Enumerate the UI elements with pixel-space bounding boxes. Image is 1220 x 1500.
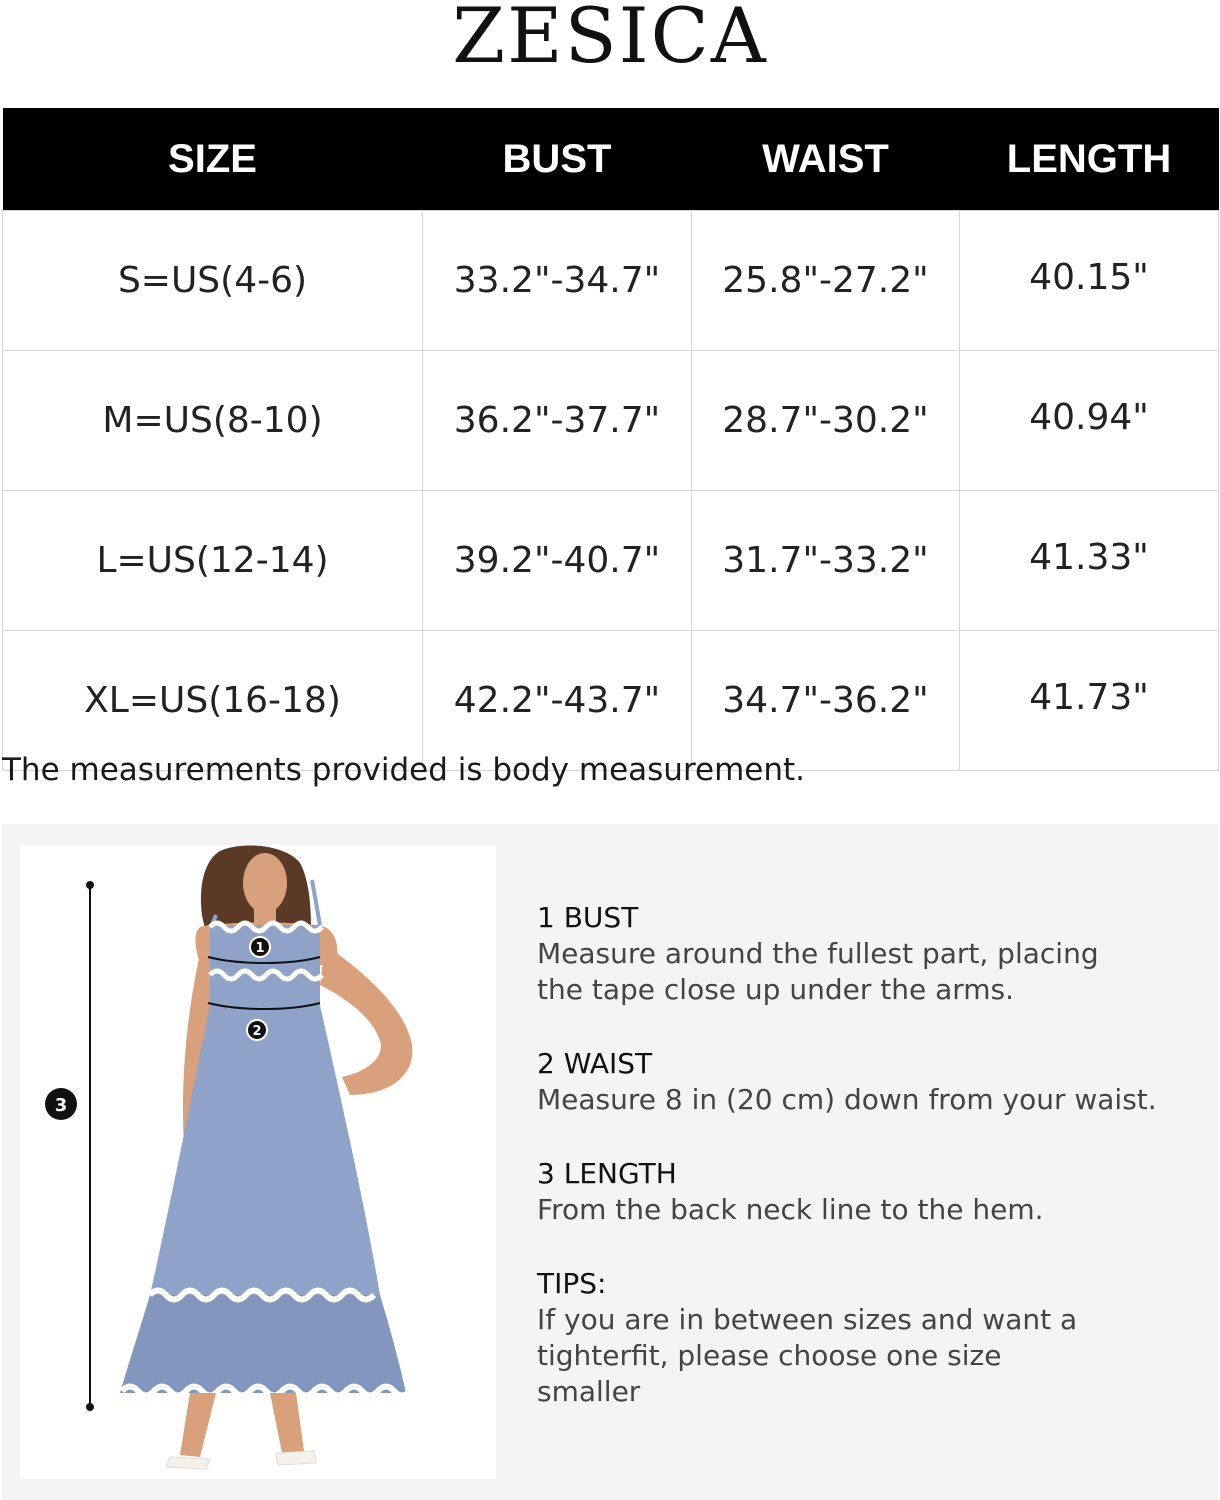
measurement-note: The measurements provided is body measurement. [2,752,806,788]
waist-heading: 2 WAIST [537,1047,653,1080]
size-cell: M=US(8-10) [3,351,423,491]
dress-illustration [20,845,496,1479]
header-bust: BUST [423,108,692,211]
bust-cell: 33.2"-34.7" [423,211,692,351]
tips-section [537,1266,1177,1410]
bust-cell: 42.2"-43.7" [423,631,692,771]
measurement-guide-panel [2,824,1218,1500]
bust-description: Measure around the fullest part, placing the tape close up under the arms. [537,937,1099,1006]
left-sandal [166,1457,210,1469]
bust-marker-badge [250,937,270,957]
table-row [3,351,1219,491]
face-shape [243,853,287,913]
right-sandal [276,1451,316,1465]
bust-cell: 36.2"-37.7" [423,351,692,491]
bust-cell: 39.2"-40.7" [423,491,692,631]
bust-heading: 1 BUST [537,901,639,934]
size-cell: XL=US(16-18) [3,631,423,771]
length-cell: 40.94" [960,351,1219,491]
length-instruction [537,1156,1177,1228]
skirt-upper-shape [150,1005,380,1295]
waist-description: Measure 8 in (20 cm) down from your waist. [537,1083,1157,1116]
measurement-instructions [537,900,1177,1448]
table-row [3,211,1219,351]
waist-instruction [537,1046,1177,1118]
size-cell: L=US(12-14) [3,491,423,631]
waist-cell: 31.7"-33.2" [692,491,960,631]
length-description: From the back neck line to the hem. [537,1193,1044,1226]
length-marker-badge [45,1088,77,1120]
length-heading: 3 LENGTH [537,1157,677,1190]
header-waist: WAIST [692,108,960,211]
right-strap [312,880,320,925]
length-line-top-dot [86,881,94,889]
left-leg-shape [180,1393,216,1457]
tips-description: If you are in between sizes and want a tighterfit, please choose one size smaller [537,1303,1078,1408]
table-row [3,631,1219,771]
size-cell: S=US(4-6) [3,211,423,351]
table-row [3,491,1219,631]
waist-cell: 25.8"-27.2" [692,211,960,351]
size-chart-table [2,108,1219,771]
length-cell: 41.73" [960,631,1219,771]
length-cell: 41.33" [960,491,1219,631]
dress-figure [20,845,496,1479]
length-marker-label: 3 [54,1095,68,1116]
bust-instruction [537,900,1177,1008]
bodice-shape [210,925,320,1005]
waist-cell: 34.7"-36.2" [692,631,960,771]
waist-cell: 28.7"-30.2" [692,351,960,491]
waist-marker-label: 2 [252,1024,262,1039]
header-length: LENGTH [960,108,1219,211]
table-header-row [3,108,1219,211]
length-line-bottom-dot [86,1403,94,1411]
waist-marker-badge [247,1020,267,1040]
length-cell: 40.15" [960,211,1219,351]
right-leg-shape [270,1393,304,1453]
brand-logo: ZESICA [452,0,768,80]
skirt-tier-shape [120,1295,406,1393]
bust-marker-label: 1 [255,941,265,956]
header-size: SIZE [3,108,423,211]
tips-heading: TIPS: [537,1267,607,1300]
